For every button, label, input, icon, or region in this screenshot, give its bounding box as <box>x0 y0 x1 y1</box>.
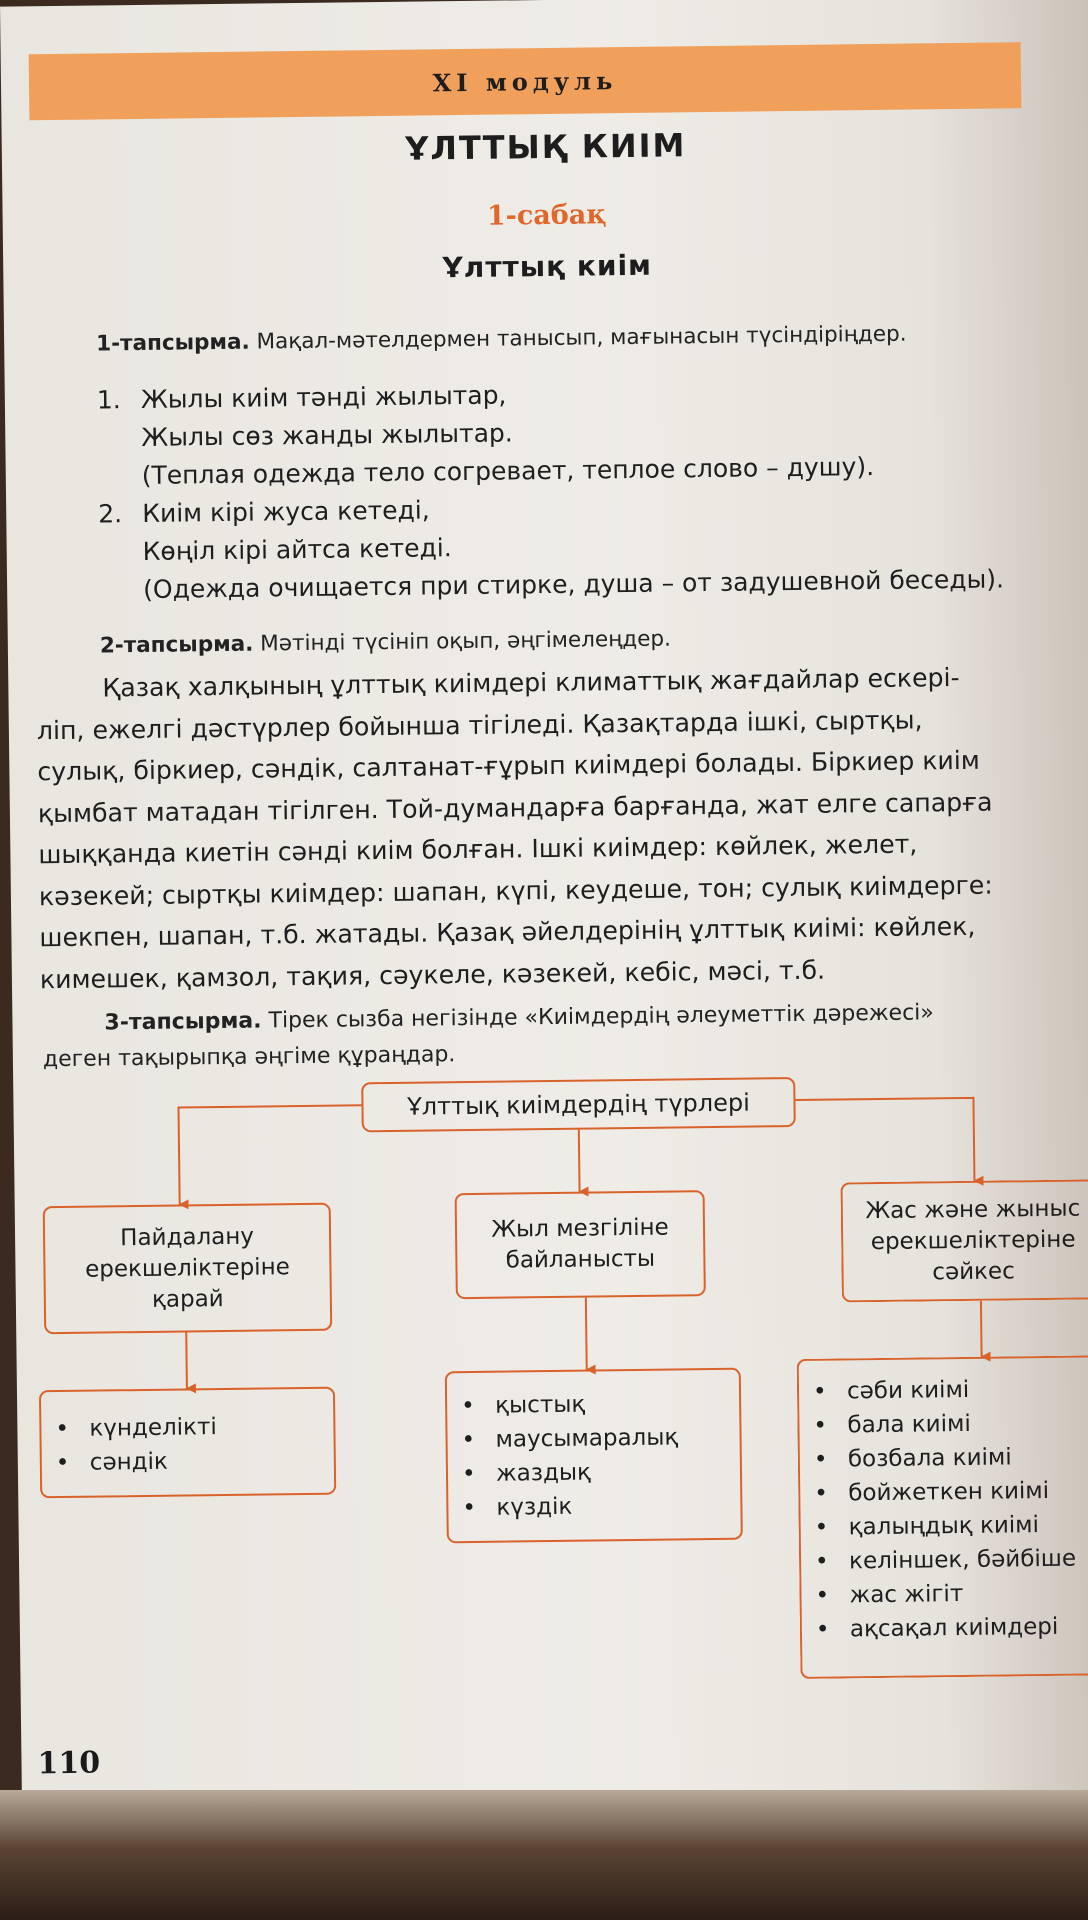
proverb-line: Жылы киім тәнді жылытар, <box>140 380 507 414</box>
paragraph-line: Қазақ халқының ұлттық киімдері климаттық жағдайлар ескері- <box>102 662 960 703</box>
task3-text: Тірек сызба негізінде «Киімдердің әлеуметтік дәрежесі» <box>261 1000 934 1034</box>
book-edge-background <box>0 1790 1088 1920</box>
list-item: • күнделікті <box>55 1409 333 1446</box>
branch-title-line: Жас және жыныс <box>865 1195 1081 1224</box>
branch-title-line: сәйкес <box>932 1257 1015 1285</box>
module-banner-text: XI модуль <box>432 65 618 97</box>
list-box-season <box>445 1368 743 1544</box>
branch-title-line: қарай <box>151 1285 224 1313</box>
paragraph-line: сулық, біркиер, сәндік, салтанат-ғұрып киімдері болады. Біркиер киім <box>37 745 980 787</box>
task3-text-line2: деген тақырыпқа әңгіме құраңдар. <box>42 1042 456 1073</box>
branch-title-line: Жыл мезгiлiне <box>491 1214 669 1243</box>
proverb-line: Көңіл кірі айтса кетеді. <box>142 533 452 566</box>
list-item: • келіншек, бәйбіше <box>815 1541 1088 1579</box>
list-item: • қалыңдық киімі <box>814 1507 1088 1545</box>
task2-text: Мәтінді түсініп оқып, әңгімелеңдер. <box>253 626 672 657</box>
task1-label: 1-тапсырма. <box>96 329 250 357</box>
paragraph-line: шекпен, шапан, т.б. жатады. Қазақ әйелдерінің ұлттық киімі: көйлек, <box>39 911 976 953</box>
list-item: • бойжеткен киімі <box>814 1473 1088 1511</box>
task3-label: 3-тапсырма. <box>104 1008 262 1036</box>
proverb-line: Жылы сөз жанды жылытар. <box>141 418 513 452</box>
connector-middle-down <box>586 1298 587 1370</box>
proverb-line: Киім кірі жуса кетеді, <box>142 495 430 528</box>
list-item: • ақсақал киімдері <box>816 1609 1088 1647</box>
task1-text: Мақал-мәтелдермен танысып, мағынасын түсіндіріңдер. <box>249 321 907 355</box>
list-item: • жаздық <box>462 1454 740 1491</box>
diagram-root-label: Ұлттық киімдердің түрлері <box>406 1088 750 1121</box>
connector-middle <box>579 1130 580 1192</box>
paragraph-line: ліп, ежелгі дәстүрлер бойынша тігіледі. Қазақтарда ішкі, сыртқы, <box>36 704 923 745</box>
paragraph-line: кәзекей; сыртқы киімдер: шапан, күпі, кеудеше, тон; сулық киімдерге: <box>38 870 993 911</box>
main-title: ҰЛТТЫҚ КИІМ <box>404 126 687 168</box>
list-item: • бозбала киімі <box>814 1439 1088 1477</box>
list-item: • күздік <box>462 1488 740 1525</box>
list-item: • жас жігіт <box>815 1575 1088 1613</box>
list-item: • сәби киімі <box>813 1371 1088 1409</box>
task2-label: 2-тапсырма. <box>99 631 254 659</box>
proverb-number: 2. <box>98 499 123 529</box>
list-item: • қыстық <box>461 1386 739 1423</box>
branch-title-line: ерекшеліктеріне <box>870 1226 1076 1255</box>
lesson-number: 1-сабақ <box>486 199 607 232</box>
proverb-translation: (Теплая одежда тело согревает, теплое слово – душу). <box>141 452 875 490</box>
branch-title-line: ерекшеліктеріне <box>84 1253 290 1283</box>
proverb-translation: (Одежда очищается при стирке, душа – от задушевной беседы). <box>142 564 1005 604</box>
branch-box-age-gender <box>840 1179 1088 1302</box>
list-item: • маусымаралық <box>461 1420 739 1457</box>
paragraph-line: кимешек, қамзол, тақия, сәукеле, кәзекей, кебіс, мәсі, т.б. <box>39 955 826 994</box>
diagram-root-box <box>361 1077 796 1132</box>
proverb-number: 1. <box>96 385 121 415</box>
list-item: • сәндік <box>56 1443 334 1480</box>
connector-left-down <box>186 1332 187 1388</box>
connector-left <box>179 1105 363 1204</box>
list-item: • бала киімі <box>813 1405 1088 1443</box>
lesson-title: Ұлттық киім <box>442 248 653 285</box>
branch-title-line: байланысты <box>505 1245 656 1274</box>
page-number: 110 <box>37 1745 101 1782</box>
branch-title-line: Пайдалану <box>120 1223 255 1251</box>
branch-box-usage <box>43 1203 333 1335</box>
branch-box-season <box>455 1190 706 1299</box>
list-box-age-gender <box>797 1355 1088 1679</box>
paragraph-line: қымбат матадан тігілген. Той-думандарға барғанда, жат елге сапарға <box>37 787 993 828</box>
connector-right-down <box>981 1301 982 1357</box>
paragraph-line: шыққанда киетін сәнді киім болған. Ішкі киімдер: көйлек, желет, <box>38 829 918 870</box>
list-box-usage <box>39 1387 336 1499</box>
connector-right <box>795 1098 974 1183</box>
